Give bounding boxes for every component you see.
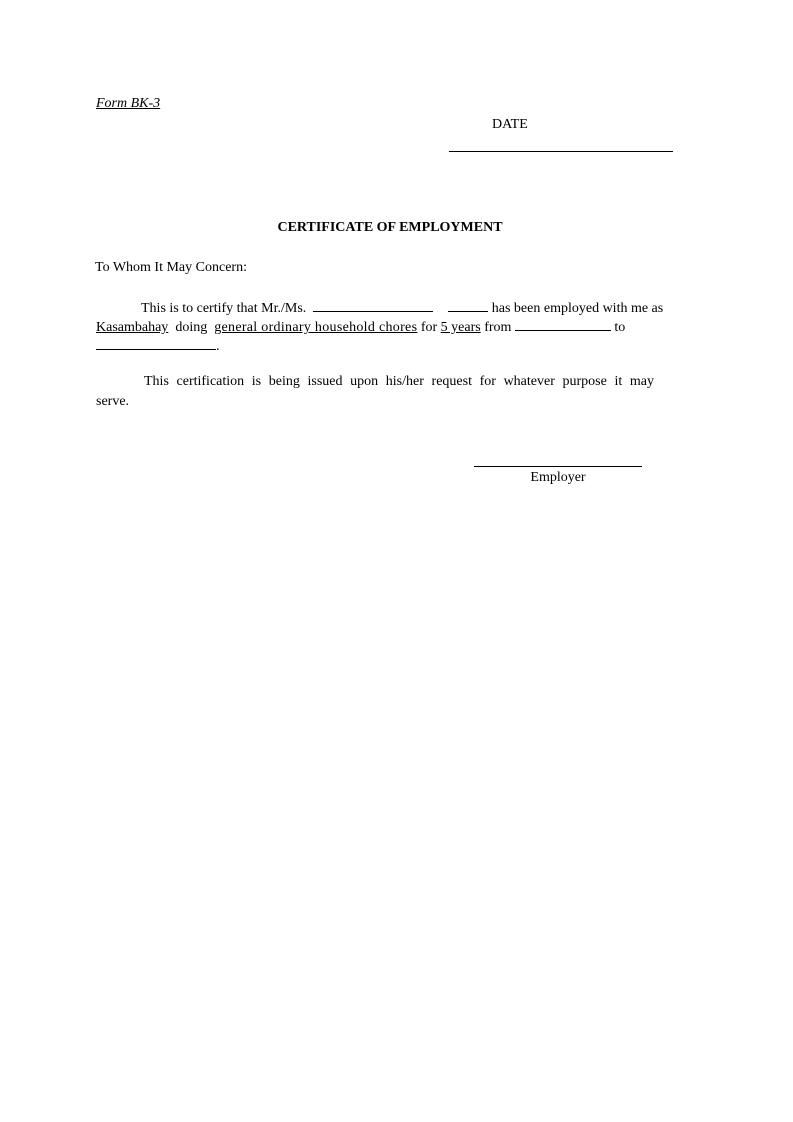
- document-title: CERTIFICATE OF EMPLOYMENT: [277, 220, 503, 235]
- date-blank-line[interactable]: [449, 151, 673, 152]
- employer-label: Employer: [530, 470, 586, 485]
- employee-name-blank[interactable]: [313, 299, 433, 312]
- salutation: To Whom It May Concern:: [95, 260, 247, 275]
- employee-name-suffix-blank[interactable]: [448, 299, 488, 312]
- date-label: DATE: [492, 117, 528, 132]
- doing-text: doing: [175, 320, 208, 335]
- employer-signature-line[interactable]: [474, 466, 642, 467]
- paragraph2-line1: This certification is being issued upon his/her request for whatever purpose it may: [144, 374, 654, 389]
- paragraph2-line2: serve.: [96, 394, 130, 409]
- certify-lead-text: This is to certify that Mr./Ms.: [141, 301, 307, 316]
- end-punctuation: .: [216, 339, 220, 354]
- duration-value: 5 years: [440, 320, 481, 335]
- paragraph1-line2: [96, 318, 625, 336]
- paragraph1-line1: [141, 299, 663, 317]
- end-date-blank[interactable]: [96, 337, 216, 350]
- employed-text: has been employed with me as: [491, 301, 664, 316]
- position-value: Kasambahay: [96, 320, 169, 335]
- duties-value: general ordinary household chores: [214, 320, 418, 335]
- start-date-blank[interactable]: [515, 318, 611, 331]
- form-code: Form BK-3: [96, 96, 161, 111]
- paragraph1-line3: [96, 337, 220, 355]
- for-text: for: [420, 320, 438, 335]
- from-text: from: [484, 320, 512, 335]
- to-text: to: [614, 320, 626, 335]
